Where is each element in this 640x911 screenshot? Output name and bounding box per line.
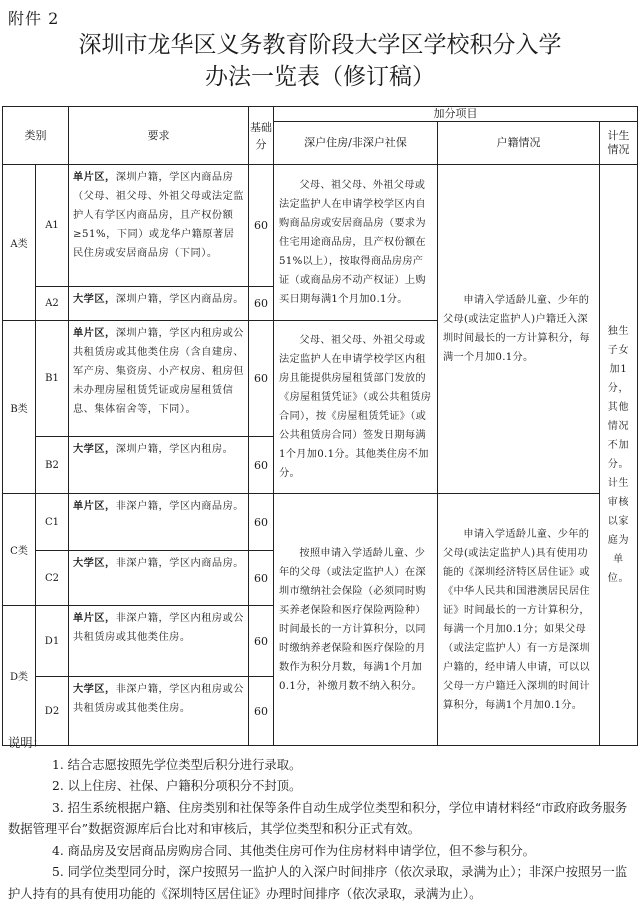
header-base: 基础分 xyxy=(249,107,274,165)
requirement-text: 深圳户籍，学区内租房。 xyxy=(115,444,234,455)
housing-points-a xyxy=(274,165,438,321)
header-bonus: 加分项目 xyxy=(274,107,638,122)
housing-points-b-text: 父母、祖父母、外祖父母或法定监护人在申请学校学区内租房且能提供房屋租赁部门发放的《房屋租赁凭证》（或公共租赁房合同），按《房屋租赁凭证》（或公共租赁房合同）签发日期每满1个月加0.1分。其他类住房不加分。 xyxy=(279,335,432,479)
header-requirement: 要求 xyxy=(69,107,249,165)
requirement-text: 深圳户籍，学区内租房或公共租赁房或其他类住房（含自建房、军产房、集资房、小产权房、租房但未办理房屋租赁凭证或房屋租赁信息、集体宿舍等，下同）。 xyxy=(73,328,244,415)
requirement-cell xyxy=(69,437,249,494)
admission-points-table xyxy=(2,106,638,746)
group-c-label: C类 xyxy=(3,494,36,606)
requirement-text: 非深户籍，学区内商品房。 xyxy=(115,501,244,512)
requirement-cell xyxy=(69,287,249,321)
hukou-points-ab xyxy=(438,165,600,494)
family-plan-cell xyxy=(600,165,638,746)
social-points-cd xyxy=(274,494,438,746)
hukou-points-cd xyxy=(438,494,600,746)
document-title: 深圳市龙华区义务教育阶段大学区学校积分入学 xyxy=(78,32,562,58)
base-score: 60 xyxy=(249,606,274,677)
zone-type: 单片区， xyxy=(73,327,116,339)
housing-points-b xyxy=(274,321,438,494)
category-code: C1 xyxy=(36,494,69,551)
zone-type: 大学区， xyxy=(73,443,116,455)
hukou-points-ab-text: 申请入学适龄儿童、少年的父母(或法定监护人)户籍迁入深圳时间最长的一方计算积分，每满一个月加0.1分。 xyxy=(443,295,590,363)
group-a-label: A类 xyxy=(3,165,36,321)
header-hukou: 户籍情况 xyxy=(438,122,600,165)
category-code: D2 xyxy=(36,677,69,746)
requirement-cell xyxy=(69,551,249,606)
housing-points-a-text: 父母、祖父母、外祖父母或法定监护人在申请学校学区内自购商品房或安居商品房（要求为住宅用途商品房，且产权份额在51%以上），按取得商品房房产证（或商品房不动产权证）上购买日期每满1个月加0.1分。 xyxy=(279,180,426,305)
family-plan-text: 独生子女加1分，其他情况不加分。计生审核以家庭为单位。 xyxy=(607,326,630,584)
header-family-plan: 计生情况 xyxy=(600,122,638,165)
zone-type: 单片区， xyxy=(73,500,116,512)
zone-type: 大学区， xyxy=(73,557,116,569)
requirement-cell xyxy=(69,321,249,437)
group-d-label: D类 xyxy=(3,606,36,746)
zone-type: 大学区， xyxy=(73,683,116,695)
requirement-cell xyxy=(69,606,249,677)
note-item: 3. 招生系统根据户籍、住房类别和社保等条件自动生成学位类型和积分，学位申请材料经“市政府政务服务数据管理平台”数据资源库后台比对和审核后，其学位类型和积分正式有效。 xyxy=(8,800,628,836)
requirement-cell xyxy=(69,494,249,551)
category-code: C2 xyxy=(36,551,69,606)
requirement-text: 深圳户籍，学区内商品房。 xyxy=(115,294,244,305)
category-code: B2 xyxy=(36,437,69,494)
base-score: 60 xyxy=(249,165,274,287)
social-points-cd-text: 按照申请入学适龄儿童、少年的父母（或法定监护人）在深圳市缴纳社会保险（必须同时购买养老保险和医疗保险两险种）时间最长的一方计算积分，以同时缴纳养老保险和医疗保险的月数作为积分月数，每满1个月加0.1分，补缴月数不纳入积分。 xyxy=(279,547,426,692)
base-score: 60 xyxy=(249,494,274,551)
document-subtitle: 办法一览表（修订稿） xyxy=(205,64,435,90)
header-housing: 深户住房/非深户社保 xyxy=(274,122,438,165)
zone-type: 单片区， xyxy=(73,171,116,183)
category-code: D1 xyxy=(36,606,69,677)
requirement-text: 非深户籍，学区内租房或公共租赁房或其他类住房。 xyxy=(73,613,244,643)
base-score: 60 xyxy=(249,437,274,494)
note-item: 4. 商品房及安居商品房购房合同、其他类住房可作为住房材料申请学位，但不参与积分。 xyxy=(52,843,535,858)
base-score: 60 xyxy=(249,677,274,746)
notes-section xyxy=(8,733,632,905)
requirement-text: 非深户籍，学区内商品房。 xyxy=(115,558,244,569)
base-score: 60 xyxy=(249,551,274,606)
base-score: 60 xyxy=(249,287,274,321)
header-category: 类别 xyxy=(3,107,69,165)
group-b-label: B类 xyxy=(3,321,36,494)
requirement-text: 非深户籍，学区内租房或公共租赁房或其他类住房。 xyxy=(73,684,244,714)
notes-label: 说明： xyxy=(8,736,45,750)
hukou-points-cd-text: 申请入学适龄儿童、少年的父母(或法定监护人)具有使用功能的《深圳经济特区居住证》或《中华人民共和国港澳居民居住证》时间最长的一方计算积分，每满一个月加0.1分；如果父母（或法定监护人）有一方是深圳户籍的，经申请人申请，可以以父母一方户籍迁入深圳的时间计算积分，每满1个月加0.1分。 xyxy=(443,528,590,711)
category-code: A2 xyxy=(36,287,69,321)
base-score: 60 xyxy=(249,321,274,437)
note-item: 1. 结合志愿按照先学位类型后积分进行录取。 xyxy=(52,757,302,772)
attachment-label: 附件 2 xyxy=(8,9,60,28)
requirement-cell xyxy=(69,165,249,287)
note-item: 5. 同学位类型同分时，深户按照另一监护人的入深户时间排序（依次录取，录满为止）；非深户按照另一监护人持有的具有使用功能的《深圳特区居住证》办理时间排序（依次录取，录满为止）。 xyxy=(8,865,628,901)
requirement-text: 深圳户籍，学区内商品房（父母、祖父母、外祖父母或法定监护人有学区内商品房，且产权份额≥51%，下同）或龙华户籍原著居民住房或安居商品房（下同）。 xyxy=(73,172,244,259)
category-code: B1 xyxy=(36,321,69,437)
category-code: A1 xyxy=(36,165,69,287)
zone-type: 单片区， xyxy=(73,612,116,624)
note-item: 2. 以上住房、社保、户籍积分项积分不封顶。 xyxy=(52,779,302,793)
zone-type: 大学区， xyxy=(73,293,116,305)
